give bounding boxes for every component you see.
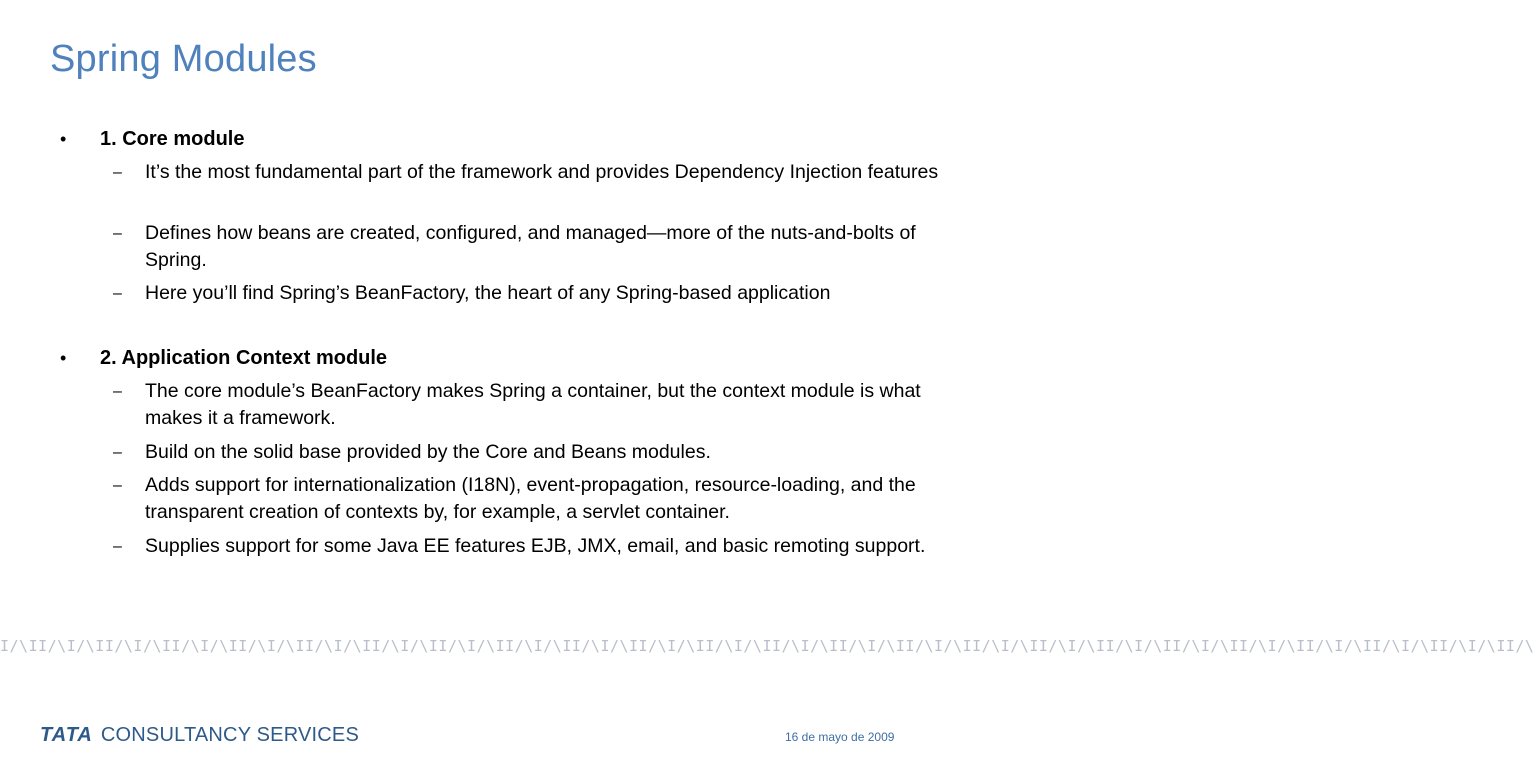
dash-icon: –: [113, 164, 122, 181]
list-item-text: Adds support for internationalization (I18N), event-propagation, resource-loading, and the transparent creation of contexts by, for example, a servlet container.: [145, 474, 916, 523]
section-heading: 2. Application Context module: [100, 347, 388, 369]
list-item-text: Defines how beans are created, configured, and managed—more of the nuts-and-bolts of Spring.: [145, 222, 916, 271]
list-item-text: Build on the solid base provided by the Core and Beans modules.: [145, 441, 711, 463]
list-item-text: Here you’ll find Spring’s BeanFactory, the heart of any Spring-based application: [145, 282, 831, 304]
section-heading: 1. Core module: [100, 128, 245, 150]
dash-icon: –: [113, 383, 122, 400]
logo-tata-wordmark: TATA: [40, 724, 93, 746]
logo-consultancy-text: CONSULTANCY SERVICES: [100, 724, 360, 746]
list-item-text: Supplies support for some Java EE features EJB, JMX, email, and basic remoting support.: [145, 535, 926, 557]
decorative-pattern-band: I/\II/\I/\II/\I/\II/\I/\II/\I/\II/\I/\II/\I/\II/\I/\II/\I/\II/\I/\II/\I/\II/\I/\II/\I/\II/\I/\II/\I/\II/\I/\II/\I/\II/\I/\II/\I/\II/\I/\II/\I/\II/\I/\II/\I/\II/\: [0, 637, 1534, 655]
bullet-icon: •: [60, 348, 67, 368]
bullet-icon: •: [60, 129, 67, 149]
slide-date: 16 de mayo de 2009: [785, 730, 895, 744]
list-item-text: It’s the most fundamental part of the framework and provides Dependency Injection features: [145, 161, 939, 183]
dash-icon: –: [113, 477, 122, 494]
dash-icon: –: [113, 538, 122, 555]
list-item-text: The core module’s BeanFactory makes Spring a container, but the context module is what makes it a framework.: [145, 380, 921, 429]
dash-icon: –: [113, 444, 122, 461]
tcs-logo: [40, 724, 359, 747]
dash-icon: –: [113, 285, 122, 302]
slide-title: Spring Modules: [50, 38, 317, 80]
dash-icon: –: [113, 225, 122, 242]
